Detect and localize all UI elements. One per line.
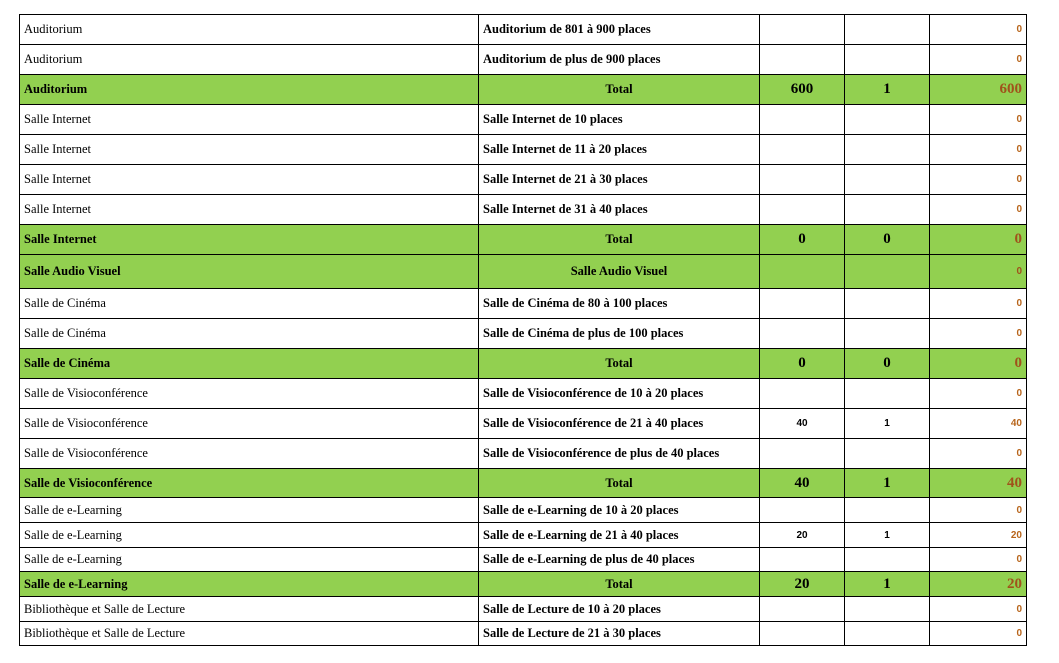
count-cell[interactable] — [845, 439, 930, 469]
total-cell[interactable]: 20 — [930, 523, 1027, 548]
category-cell[interactable]: Salle de e-Learning — [20, 523, 479, 548]
table-row — [20, 523, 1027, 548]
count-cell[interactable] — [845, 498, 930, 523]
category-cell[interactable]: Salle de Cinéma — [20, 289, 479, 319]
category-cell[interactable]: Salle de e-Learning — [20, 548, 479, 572]
category-cell[interactable]: Salle de Visioconférence — [20, 439, 479, 469]
category-cell[interactable]: Bibliothèque et Salle de Lecture — [20, 622, 479, 646]
description-cell[interactable]: Salle de Visioconférence de 10 à 20 places — [479, 379, 760, 409]
total-row — [20, 469, 1027, 498]
quantity-cell[interactable] — [760, 15, 845, 45]
table-body — [20, 15, 1027, 646]
count-cell[interactable]: 1 — [845, 409, 930, 439]
total-cell[interactable]: 0 — [930, 15, 1027, 45]
total-row — [20, 349, 1027, 379]
description-cell[interactable]: Salle Audio Visuel — [479, 255, 760, 289]
quantity-cell[interactable] — [760, 255, 845, 289]
quantity-cell[interactable]: 600 — [760, 75, 845, 105]
table-row — [20, 409, 1027, 439]
table-row — [20, 105, 1027, 135]
category-cell[interactable]: Salle de Visioconférence — [20, 379, 479, 409]
total-cell[interactable]: 40 — [930, 469, 1027, 498]
count-cell[interactable]: 0 — [845, 225, 930, 255]
category-cell[interactable]: Salle Internet — [20, 135, 479, 165]
quantity-cell[interactable] — [760, 45, 845, 75]
total-cell[interactable]: 0 — [930, 45, 1027, 75]
total-cell[interactable]: 0 — [930, 135, 1027, 165]
count-cell[interactable]: 0 — [845, 349, 930, 379]
count-cell[interactable] — [845, 105, 930, 135]
category-cell[interactable]: Auditorium — [20, 45, 479, 75]
table-row — [20, 195, 1027, 225]
description-cell[interactable]: Salle de Visioconférence de 21 à 40 places — [479, 409, 760, 439]
count-cell[interactable] — [845, 135, 930, 165]
count-cell[interactable] — [845, 319, 930, 349]
quantity-cell[interactable]: 0 — [760, 225, 845, 255]
description-cell[interactable]: Salle Internet de 10 places — [479, 105, 760, 135]
quantity-cell[interactable] — [760, 105, 845, 135]
table-row — [20, 319, 1027, 349]
total-row — [20, 572, 1027, 597]
table-row — [20, 597, 1027, 622]
quantity-cell[interactable]: 20 — [760, 523, 845, 548]
total-cell[interactable]: 0 — [930, 597, 1027, 622]
quantity-cell[interactable]: 40 — [760, 469, 845, 498]
category-cell[interactable]: Salle de Cinéma — [20, 349, 479, 379]
total-cell[interactable]: 40 — [930, 409, 1027, 439]
description-cell[interactable]: Salle de Cinéma de plus de 100 places — [479, 319, 760, 349]
category-cell[interactable]: Bibliothèque et Salle de Lecture — [20, 597, 479, 622]
total-cell[interactable]: 0 — [930, 195, 1027, 225]
category-cell[interactable]: Salle de Cinéma — [20, 319, 479, 349]
quantity-cell[interactable] — [760, 379, 845, 409]
count-cell[interactable] — [845, 379, 930, 409]
count-cell[interactable] — [845, 548, 930, 572]
table-row — [20, 622, 1027, 646]
quantity-cell[interactable]: 40 — [760, 409, 845, 439]
description-cell[interactable]: Salle Internet de 21 à 30 places — [479, 165, 760, 195]
description-cell[interactable]: Salle de Lecture de 21 à 30 places — [479, 622, 760, 646]
description-cell[interactable]: Salle de e-Learning de 21 à 40 places — [479, 523, 760, 548]
category-cell[interactable]: Salle Internet — [20, 195, 479, 225]
count-cell[interactable]: 1 — [845, 572, 930, 597]
total-cell[interactable]: 0 — [930, 165, 1027, 195]
total-cell[interactable]: 0 — [930, 379, 1027, 409]
category-cell[interactable]: Salle de e-Learning — [20, 498, 479, 523]
description-cell[interactable]: Salle Internet de 31 à 40 places — [479, 195, 760, 225]
total-cell[interactable]: 0 — [930, 105, 1027, 135]
category-cell[interactable]: Salle Audio Visuel — [20, 255, 479, 289]
quantity-cell[interactable] — [760, 135, 845, 165]
category-cell[interactable]: Salle Internet — [20, 105, 479, 135]
category-cell[interactable]: Auditorium — [20, 75, 479, 105]
description-cell[interactable]: Total — [479, 469, 760, 498]
count-cell[interactable] — [845, 289, 930, 319]
quantity-cell[interactable] — [760, 195, 845, 225]
count-cell[interactable] — [845, 15, 930, 45]
category-cell[interactable]: Salle Internet — [20, 165, 479, 195]
description-cell[interactable]: Total — [479, 75, 760, 105]
count-cell[interactable]: 1 — [845, 75, 930, 105]
table-row — [20, 548, 1027, 572]
spreadsheet-table — [19, 14, 1027, 646]
table-row — [20, 165, 1027, 195]
description-cell[interactable]: Total — [479, 572, 760, 597]
description-cell[interactable]: Auditorium de 801 à 900 places — [479, 15, 760, 45]
quantity-cell[interactable] — [760, 498, 845, 523]
description-cell[interactable]: Salle Internet de 11 à 20 places — [479, 135, 760, 165]
table-row — [20, 289, 1027, 319]
quantity-cell[interactable] — [760, 548, 845, 572]
total-cell[interactable]: 0 — [930, 319, 1027, 349]
total-cell[interactable]: 0 — [930, 622, 1027, 646]
table-row — [20, 439, 1027, 469]
count-cell[interactable] — [845, 622, 930, 646]
count-cell[interactable] — [845, 165, 930, 195]
description-cell[interactable]: Auditorium de plus de 900 places — [479, 45, 760, 75]
total-row — [20, 255, 1027, 289]
total-cell[interactable]: 0 — [930, 255, 1027, 289]
description-cell[interactable]: Salle de e-Learning de 10 à 20 places — [479, 498, 760, 523]
count-cell[interactable] — [845, 45, 930, 75]
quantity-cell[interactable]: 20 — [760, 572, 845, 597]
category-cell[interactable]: Salle de e-Learning — [20, 572, 479, 597]
quantity-cell[interactable] — [760, 165, 845, 195]
total-cell[interactable]: 600 — [930, 75, 1027, 105]
quantity-cell[interactable] — [760, 289, 845, 319]
description-cell[interactable]: Salle de e-Learning de plus de 40 places — [479, 548, 760, 572]
description-cell[interactable]: Total — [479, 349, 760, 379]
total-cell[interactable]: 0 — [930, 498, 1027, 523]
table-row — [20, 379, 1027, 409]
total-cell[interactable]: 20 — [930, 572, 1027, 597]
table-row — [20, 15, 1027, 45]
description-cell[interactable]: Total — [479, 225, 760, 255]
count-cell[interactable] — [845, 195, 930, 225]
quantity-cell[interactable] — [760, 622, 845, 646]
count-cell[interactable] — [845, 597, 930, 622]
quantity-cell[interactable] — [760, 319, 845, 349]
count-cell[interactable]: 1 — [845, 469, 930, 498]
description-cell[interactable]: Salle de Visioconférence de plus de 40 places — [479, 439, 760, 469]
category-cell[interactable]: Salle Internet — [20, 225, 479, 255]
description-cell[interactable]: Salle de Cinéma de 80 à 100 places — [479, 289, 760, 319]
total-row — [20, 75, 1027, 105]
total-row — [20, 225, 1027, 255]
category-cell[interactable]: Salle de Visioconférence — [20, 469, 479, 498]
total-cell[interactable]: 0 — [930, 225, 1027, 255]
quantity-cell[interactable]: 0 — [760, 349, 845, 379]
table-row — [20, 135, 1027, 165]
category-cell[interactable]: Salle de Visioconférence — [20, 409, 479, 439]
total-cell[interactable]: 0 — [930, 289, 1027, 319]
quantity-cell[interactable] — [760, 439, 845, 469]
category-cell[interactable]: Auditorium — [20, 15, 479, 45]
description-cell[interactable]: Salle de Lecture de 10 à 20 places — [479, 597, 760, 622]
total-cell[interactable]: 0 — [930, 349, 1027, 379]
table-row — [20, 498, 1027, 523]
table-row — [20, 45, 1027, 75]
count-cell[interactable] — [845, 255, 930, 289]
quantity-cell[interactable] — [760, 597, 845, 622]
count-cell[interactable]: 1 — [845, 523, 930, 548]
total-cell[interactable]: 0 — [930, 548, 1027, 572]
total-cell[interactable]: 0 — [930, 439, 1027, 469]
